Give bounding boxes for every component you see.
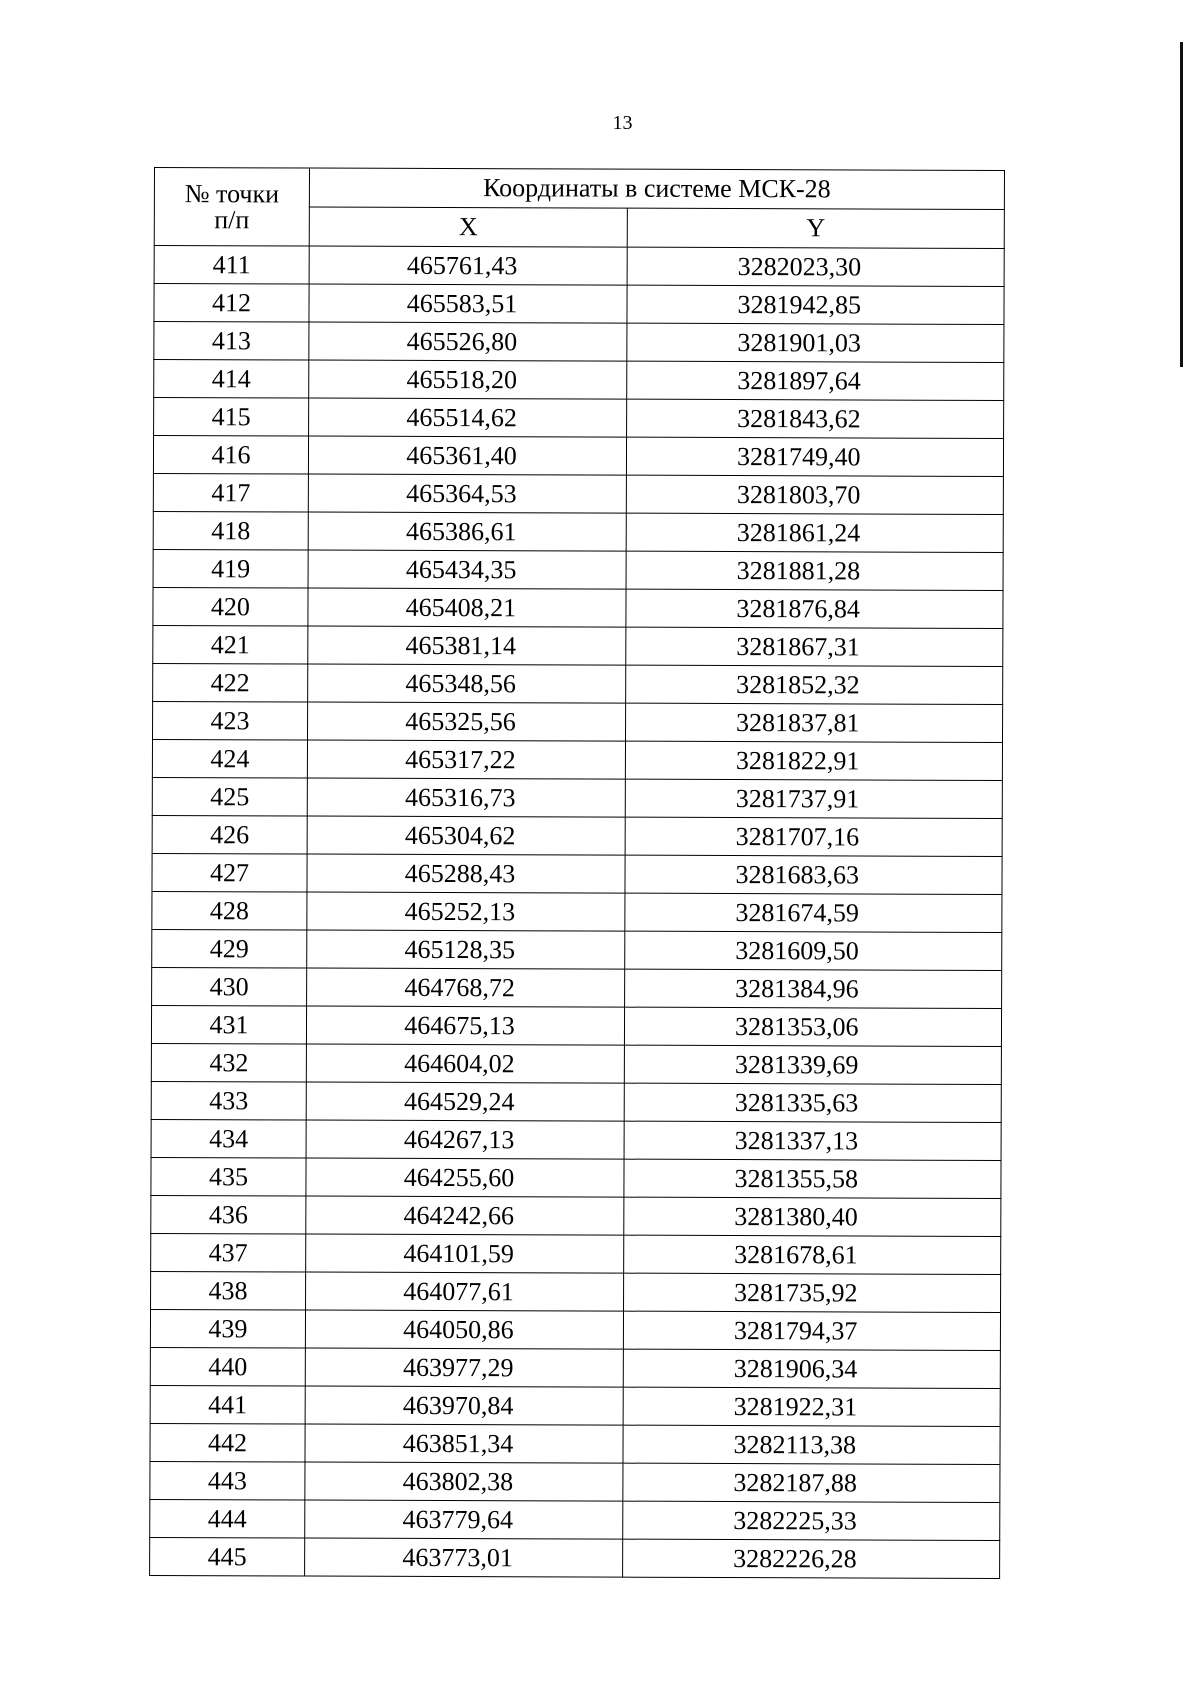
- point-number-cell: 436: [151, 1195, 306, 1234]
- table-row: [153, 701, 1003, 742]
- point-number-cell: 417: [153, 473, 308, 512]
- y-coordinate-cell: 3282113,38: [623, 1425, 1000, 1464]
- point-number-cell: 435: [151, 1157, 306, 1196]
- x-coordinate-cell: 464242,66: [306, 1196, 624, 1235]
- x-coordinate-cell: 464675,13: [306, 1006, 624, 1045]
- point-number-cell: 434: [151, 1119, 306, 1158]
- point-number-cell: 429: [152, 929, 307, 968]
- point-number-cell: 432: [151, 1043, 306, 1082]
- y-coordinate-cell: 3281794,37: [623, 1311, 1000, 1350]
- x-coordinate-cell: 465348,56: [308, 664, 626, 703]
- y-coordinate-cell: 3282187,88: [623, 1463, 1000, 1502]
- point-number-cell: 438: [151, 1271, 306, 1310]
- table-row: [151, 1005, 1001, 1046]
- x-coordinate-cell: 465583,51: [309, 284, 627, 323]
- point-number-cell: 441: [150, 1385, 305, 1424]
- point-number-cell: 427: [152, 853, 307, 892]
- table-row: [150, 1499, 1000, 1540]
- point-number-cell: 418: [153, 511, 308, 550]
- point-number-header-line2: п/п: [214, 204, 250, 234]
- y-coordinate-cell: 3281897,64: [627, 361, 1004, 400]
- table-row: [152, 739, 1002, 780]
- point-number-cell: 423: [153, 701, 308, 740]
- y-coordinate-cell: 3281837,81: [625, 703, 1002, 742]
- y-coordinate-cell: 3282225,33: [623, 1501, 1000, 1540]
- x-coordinate-cell: 463802,38: [305, 1462, 623, 1501]
- point-number-cell: 442: [150, 1423, 305, 1462]
- table-row: [150, 1347, 1000, 1388]
- table-row: [151, 1271, 1001, 1312]
- x-coordinate-cell: 465386,61: [308, 512, 626, 551]
- y-coordinate-cell: 3281674,59: [625, 893, 1002, 932]
- point-number-header: [154, 168, 309, 247]
- y-coordinate-cell: 3281683,63: [625, 855, 1002, 894]
- x-coordinate-cell: 464768,72: [307, 968, 625, 1007]
- coordinates-table: [149, 167, 1005, 1579]
- table-row: [151, 1157, 1001, 1198]
- point-number-cell: 443: [150, 1461, 305, 1500]
- table-row: [151, 1233, 1001, 1274]
- x-coordinate-cell: 465316,73: [307, 778, 625, 817]
- table-row: [152, 891, 1002, 932]
- point-number-cell: 415: [154, 398, 309, 437]
- table-row: [150, 1461, 1000, 1502]
- point-number-cell: 440: [150, 1347, 305, 1386]
- point-number-cell: 425: [152, 777, 307, 816]
- y-coordinate-cell: 3281609,50: [625, 931, 1002, 970]
- y-coordinate-cell: 3281942,85: [627, 285, 1004, 324]
- x-coordinate-cell: 464077,61: [306, 1272, 624, 1311]
- table-row: [152, 853, 1002, 894]
- x-coordinate-cell: 464255,60: [306, 1158, 624, 1197]
- x-coordinate-cell: 463773,01: [305, 1538, 623, 1577]
- x-column-header: X: [309, 207, 627, 247]
- y-coordinate-cell: 3281876,84: [626, 589, 1003, 628]
- y-coordinate-cell: 3281901,03: [627, 323, 1004, 362]
- table-row: [152, 815, 1002, 856]
- table-row: [153, 511, 1003, 552]
- table-row: [151, 1043, 1001, 1084]
- x-coordinate-cell: 465128,35: [307, 930, 625, 969]
- y-coordinate-cell: 3281678,61: [624, 1235, 1001, 1274]
- point-number-cell: 420: [153, 587, 308, 626]
- point-number-cell: 444: [150, 1499, 305, 1538]
- x-coordinate-cell: 465518,20: [309, 360, 627, 399]
- y-column-header: Y: [627, 208, 1004, 248]
- y-coordinate-cell: 3281737,91: [625, 779, 1002, 818]
- x-coordinate-cell: 465514,62: [309, 398, 627, 437]
- x-coordinate-cell: 465252,13: [307, 892, 625, 931]
- x-coordinate-cell: 465325,56: [308, 702, 626, 741]
- point-number-cell: 422: [153, 663, 308, 702]
- point-number-cell: 430: [152, 967, 307, 1006]
- y-coordinate-cell: 3281867,31: [626, 627, 1003, 666]
- y-coordinate-cell: 3281852,32: [626, 665, 1003, 704]
- table-row: [152, 967, 1002, 1008]
- y-coordinate-cell: 3282226,28: [623, 1539, 1000, 1578]
- table-row: [150, 1385, 1000, 1426]
- x-coordinate-cell: 464101,59: [306, 1234, 624, 1273]
- table-row: [150, 1423, 1000, 1464]
- point-number-header-line1: № точки: [184, 178, 280, 208]
- x-coordinate-cell: 465317,22: [307, 740, 625, 779]
- table-row: [153, 625, 1003, 666]
- x-coordinate-cell: 464604,02: [306, 1044, 624, 1083]
- y-coordinate-cell: 3281335,63: [624, 1083, 1001, 1122]
- y-coordinate-cell: 3281339,69: [624, 1045, 1001, 1084]
- table-row: [151, 1119, 1001, 1160]
- table-body: [150, 246, 1005, 1579]
- point-number-cell: 445: [150, 1537, 305, 1576]
- y-coordinate-cell: 3281749,40: [626, 437, 1003, 476]
- x-coordinate-cell: 465434,35: [308, 550, 626, 589]
- x-coordinate-cell: 465381,14: [308, 626, 626, 665]
- point-number-cell: 433: [151, 1081, 306, 1120]
- y-coordinate-cell: 3281906,34: [623, 1349, 1000, 1388]
- x-coordinate-cell: 465364,53: [308, 474, 626, 513]
- point-number-cell: 419: [153, 549, 308, 588]
- x-coordinate-cell: 463779,64: [305, 1500, 623, 1539]
- y-coordinate-cell: 3281337,13: [624, 1121, 1001, 1160]
- y-coordinate-cell: 3281707,16: [625, 817, 1002, 856]
- y-coordinate-cell: 3281843,62: [627, 399, 1004, 438]
- table-row: [154, 360, 1004, 401]
- y-coordinate-cell: 3281380,40: [624, 1197, 1001, 1236]
- x-coordinate-cell: 464529,24: [306, 1082, 624, 1121]
- table-row: [153, 587, 1003, 628]
- x-coordinate-cell: 463977,29: [305, 1348, 623, 1387]
- point-number-cell: 414: [154, 360, 309, 399]
- y-coordinate-cell: 3281803,70: [626, 475, 1003, 514]
- y-coordinate-cell: 3281353,06: [624, 1007, 1001, 1046]
- table-row: [153, 436, 1003, 477]
- table-row: [150, 1309, 1000, 1350]
- point-number-cell: 428: [152, 891, 307, 930]
- point-number-cell: 439: [150, 1309, 305, 1348]
- y-coordinate-cell: 3281822,91: [625, 741, 1002, 780]
- coordinates-group-header: Координаты в системе МСК-28: [309, 168, 1004, 209]
- x-coordinate-cell: 465288,43: [307, 854, 625, 893]
- x-coordinate-cell: 465526,80: [309, 322, 627, 361]
- table-row: [154, 322, 1004, 363]
- x-coordinate-cell: 465761,43: [309, 246, 627, 285]
- table-row: [154, 398, 1004, 439]
- x-coordinate-cell: 463851,34: [305, 1424, 623, 1463]
- table-row: [150, 1537, 1000, 1578]
- y-coordinate-cell: 3281355,58: [624, 1159, 1001, 1198]
- y-coordinate-cell: 3281384,96: [625, 969, 1002, 1008]
- x-coordinate-cell: 463970,84: [305, 1386, 623, 1425]
- page-number: 13: [612, 112, 633, 134]
- point-number-cell: 431: [151, 1005, 306, 1044]
- y-coordinate-cell: 3282023,30: [627, 247, 1004, 286]
- point-number-cell: 421: [153, 625, 308, 664]
- table-row: [153, 663, 1003, 704]
- table-header: [154, 168, 1004, 249]
- point-number-cell: 424: [152, 739, 307, 778]
- y-coordinate-cell: 3281922,31: [623, 1387, 1000, 1426]
- table-row: [154, 284, 1004, 325]
- table-row: [151, 1081, 1001, 1122]
- point-number-cell: 411: [154, 246, 309, 285]
- x-coordinate-cell: 465304,62: [307, 816, 625, 855]
- point-number-cell: 413: [154, 322, 309, 361]
- x-coordinate-cell: 465408,21: [308, 588, 626, 627]
- table-row: [154, 246, 1004, 287]
- table-row: [153, 473, 1003, 514]
- table-row: [152, 929, 1002, 970]
- point-number-cell: 412: [154, 284, 309, 323]
- table-row: [153, 549, 1003, 590]
- scan-edge-mark: [1180, 42, 1183, 367]
- x-coordinate-cell: 465361,40: [308, 436, 626, 475]
- point-number-cell: 416: [153, 436, 308, 475]
- table-row: [151, 1195, 1001, 1236]
- y-coordinate-cell: 3281735,92: [624, 1273, 1001, 1312]
- point-number-cell: 426: [152, 815, 307, 854]
- x-coordinate-cell: 464050,86: [305, 1310, 623, 1349]
- point-number-cell: 437: [151, 1233, 306, 1272]
- y-coordinate-cell: 3281881,28: [626, 551, 1003, 590]
- x-coordinate-cell: 464267,13: [306, 1120, 624, 1159]
- table-row: [152, 777, 1002, 818]
- y-coordinate-cell: 3281861,24: [626, 513, 1003, 552]
